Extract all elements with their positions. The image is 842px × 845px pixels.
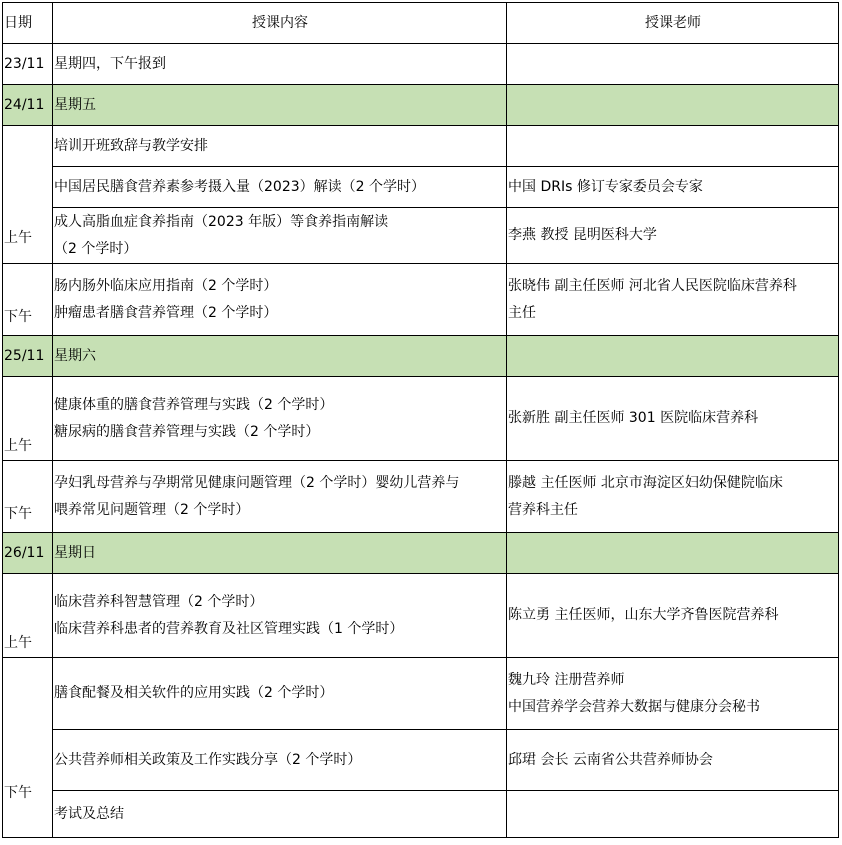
period-cell: 下午 <box>3 461 53 533</box>
teacher-cell: 中国 DRIs 修订专家委员会专家 <box>507 167 839 208</box>
header-content: 授课内容 <box>53 3 507 44</box>
date-cell: 24/11 <box>3 85 53 126</box>
period-cell: 上午 <box>3 377 53 461</box>
content-cell <box>53 377 507 461</box>
period-cell: 下午 <box>3 658 53 838</box>
empty-cell <box>507 533 839 574</box>
schedule-table <box>2 2 839 838</box>
content-cell: 膳食配餐及相关软件的应用实践（2 个学时） <box>53 658 507 730</box>
table-row <box>3 658 839 730</box>
empty-cell <box>507 336 839 377</box>
teacher-cell: 邱珺 会长 云南省公共营养师协会 <box>507 730 839 791</box>
content-line: 肿瘤患者膳食营养管理（2 个学时） <box>54 304 278 321</box>
weekday-cell: 星期六 <box>53 336 507 377</box>
content-cell <box>53 208 507 264</box>
teacher-line: 营养科主任 <box>508 501 578 518</box>
content-cell: 考试及总结 <box>53 791 507 838</box>
header-row <box>3 3 839 44</box>
empty-cell <box>507 85 839 126</box>
content-cell <box>53 264 507 336</box>
teacher-cell: 陈立勇 主任医师，山东大学齐鲁医院营养科 <box>507 574 839 658</box>
period-cell: 上午 <box>3 126 53 264</box>
date-cell: 25/11 <box>3 336 53 377</box>
content-cell: 公共营养师相关政策及工作实践分享（2 个学时） <box>53 730 507 791</box>
table-row <box>3 377 839 461</box>
table-row <box>3 264 839 336</box>
teacher-line: 中国营养学会营养大数据与健康分会秘书 <box>508 698 760 715</box>
table-row <box>3 126 839 167</box>
content-cell <box>53 461 507 533</box>
content-cell: 星期四，下午报到 <box>53 44 507 85</box>
teacher-line: 主任 <box>508 304 536 321</box>
content-line: （2 个学时） <box>54 240 138 257</box>
day-row <box>3 533 839 574</box>
content-cell: 中国居民膳食营养素参考摄入量（2023）解读（2 个学时） <box>53 167 507 208</box>
day-row <box>3 336 839 377</box>
teacher-line: 滕越 主任医师 北京市海淀区妇幼保健院临床 <box>508 474 783 491</box>
content-line: 肠内肠外临床应用指南（2 个学时） <box>54 277 278 294</box>
content-line: 临床营养科智慧管理（2 个学时） <box>54 593 264 610</box>
content-line: 孕妇乳母营养与孕期常见健康问题管理（2 个学时）婴幼儿营养与 <box>54 474 460 491</box>
table-row <box>3 574 839 658</box>
teacher-line: 张晓伟 副主任医师 河北省人民医院临床营养科 <box>508 277 797 294</box>
weekday-cell: 星期五 <box>53 85 507 126</box>
content-line: 健康体重的膳食营养管理与实践（2 个学时） <box>54 396 334 413</box>
teacher-line: 魏九玲 注册营养师 <box>508 671 625 688</box>
period-cell: 上午 <box>3 574 53 658</box>
weekday-cell: 星期日 <box>53 533 507 574</box>
period-cell: 下午 <box>3 264 53 336</box>
teacher-cell: 李燕 教授 昆明医科大学 <box>507 208 839 264</box>
content-line: 喂养常见问题管理（2 个学时） <box>54 501 250 518</box>
content-line: 成人高脂血症食养指南（2023 年版）等食养指南解读 <box>54 213 389 230</box>
table-row <box>3 461 839 533</box>
table-row <box>3 791 839 838</box>
content-line: 临床营养科患者的营养教育及社区管理实践（1 个学时） <box>54 620 404 637</box>
table-row <box>3 208 839 264</box>
day-row <box>3 85 839 126</box>
content-line: 糖尿病的膳食营养管理与实践（2 个学时） <box>54 423 320 440</box>
teacher-cell <box>507 658 839 730</box>
teacher-cell <box>507 126 839 167</box>
teacher-cell <box>507 461 839 533</box>
teacher-cell <box>507 264 839 336</box>
teacher-cell <box>507 791 839 838</box>
table-row <box>3 44 839 85</box>
content-cell <box>53 574 507 658</box>
header-date: 日期 <box>3 3 53 44</box>
date-cell: 26/11 <box>3 533 53 574</box>
teacher-cell <box>507 44 839 85</box>
date-cell: 23/11 <box>3 44 53 85</box>
content-cell: 培训开班致辞与教学安排 <box>53 126 507 167</box>
table-row <box>3 167 839 208</box>
table-row <box>3 730 839 791</box>
header-teacher: 授课老师 <box>507 3 839 44</box>
teacher-cell: 张新胜 副主任医师 301 医院临床营养科 <box>507 377 839 461</box>
